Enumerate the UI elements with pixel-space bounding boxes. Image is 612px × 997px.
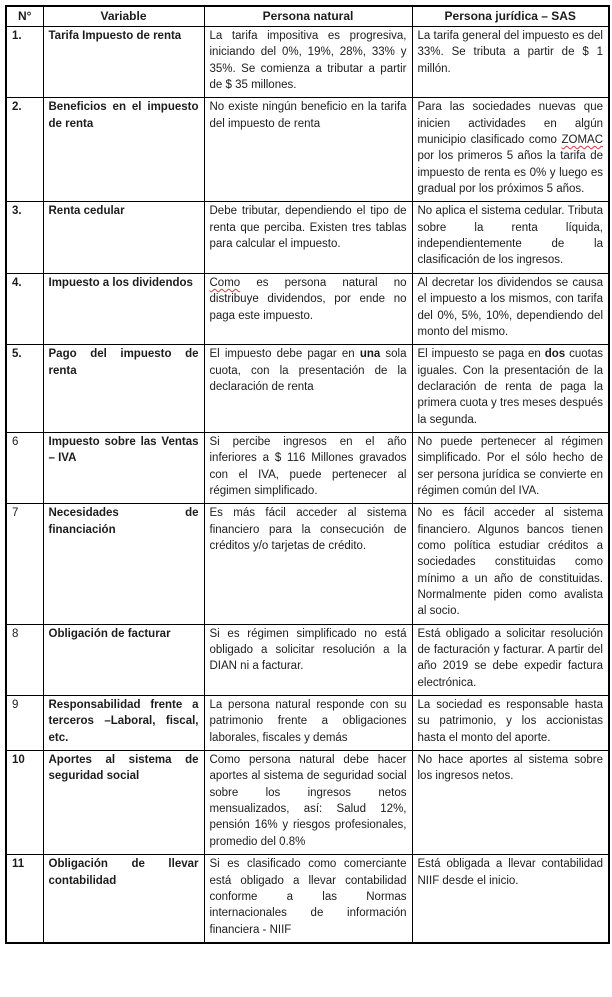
spellcheck-flagged-word: Como <box>209 276 241 289</box>
bold-word: dos <box>544 348 566 361</box>
spellcheck-flagged-word: ZOMAC <box>561 134 603 147</box>
row-number-cell: 4. <box>6 273 43 344</box>
tax-comparison-table <box>5 5 610 944</box>
variable-cell: Necesidades de financiación <box>43 504 204 624</box>
persona-natural-cell: Debe tributar, dependiendo el tipo de renta que perciba. Existen tres tablas para calcular el impuesto. <box>204 202 412 273</box>
table-row <box>6 345 609 433</box>
row-number-cell: 10 <box>6 751 43 855</box>
variable-cell: Obligación de llevar contabilidad <box>43 855 204 943</box>
variable-cell: Renta cedular <box>43 202 204 273</box>
variable-cell: Impuesto sobre las Ventas – IVA <box>43 432 204 503</box>
variable-cell: Beneficios en el impuesto de renta <box>43 98 204 202</box>
variable-cell: Obligación de facturar <box>43 624 204 695</box>
persona-natural-cell: Es más fácil acceder al sistema financiero para la consecución de créditos y/o tarjetas de crédito. <box>204 504 412 624</box>
table-row <box>6 504 609 624</box>
persona-juridica-cell: La sociedad es responsable hasta su patrimonio, y los accionistas hasta el monto del aporte. <box>412 696 609 751</box>
persona-juridica-cell: Para las sociedades nuevas que inicien actividades en algún municipio clasificado como ZOMAC por los primeros 5 años la tarifa de impuesto de renta es 0% y luego es gradual por los próximos 5 años. <box>412 98 609 202</box>
variable-cell: Aportes al sistema de seguridad social <box>43 751 204 855</box>
variable-cell: Tarifa Impuesto de renta <box>43 27 204 98</box>
row-number-cell: 1. <box>6 27 43 98</box>
table-row <box>6 27 609 98</box>
persona-natural-cell: El impuesto debe pagar en una sola cuota, con la presentación de la declaración de renta <box>204 345 412 433</box>
row-number-cell: 5. <box>6 345 43 433</box>
table-row <box>6 855 609 943</box>
table-header-row <box>6 6 609 27</box>
persona-juridica-cell: Está obligada a llevar contabilidad NIIF desde el inicio. <box>412 855 609 943</box>
persona-juridica-cell: La tarifa general del impuesto es del 33%. Se tributa a partir de $ 1 millón. <box>412 27 609 98</box>
persona-natural-cell: Si percibe ingresos en el año inferiores a $ 116 Millones gravados con el IVA, puede pertenecer al régimen simplificado. <box>204 432 412 503</box>
table-row <box>6 432 609 503</box>
header-variable: Variable <box>43 6 204 27</box>
variable-cell: Impuesto a los dividendos <box>43 273 204 344</box>
persona-natural-cell: Si es clasificado como comerciante está obligado a llevar contabilidad conforme a las Normas internacionales de información financiera - NIIF <box>204 855 412 943</box>
row-number-cell: 2. <box>6 98 43 202</box>
table-row <box>6 98 609 202</box>
row-number-cell: 11 <box>6 855 43 943</box>
table-row <box>6 202 609 273</box>
table-body <box>6 27 609 943</box>
header-persona-juridica: Persona jurídica – SAS <box>412 6 609 27</box>
row-number-cell: 6 <box>6 432 43 503</box>
table-row <box>6 624 609 695</box>
row-number-cell: 8 <box>6 624 43 695</box>
persona-juridica-cell: No puede pertenecer al régimen simplificado. Por el sólo hecho de ser persona jurídica se convierte en régimen común del IVA. <box>412 432 609 503</box>
row-number-cell: 3. <box>6 202 43 273</box>
table-row <box>6 696 609 751</box>
persona-natural-cell: Si es régimen simplificado no está obligado a solicitar resolución a la DIAN ni a facturar. <box>204 624 412 695</box>
header-persona-natural: Persona natural <box>204 6 412 27</box>
persona-juridica-cell: No hace aportes al sistema sobre los ingresos netos. <box>412 751 609 855</box>
persona-natural-cell: Como es persona natural no distribuye dividendos, por ende no paga este impuesto. <box>204 273 412 344</box>
persona-juridica-cell: Está obligado a solicitar resolución de facturación y facturar. A partir del año 2019 se debe expedir factura electrónica. <box>412 624 609 695</box>
persona-juridica-cell: No es fácil acceder al sistema financiero. Algunos bancos tienen como política estudiar créditos a sociedades constituidas como mínimo a un año de constituidas. Normalmente piden como avalista al socio. <box>412 504 609 624</box>
persona-natural-cell: No existe ningún beneficio en la tarifa del impuesto de renta <box>204 98 412 202</box>
bold-word: una <box>359 348 381 361</box>
persona-natural-cell: La persona natural responde con su patrimonio frente a obligaciones laborales, fiscales y demás <box>204 696 412 751</box>
persona-juridica-cell: No aplica el sistema cedular. Tributa sobre la renta líquida, independientemente de la clasificación de los ingresos. <box>412 202 609 273</box>
persona-natural-cell: La tarifa impositiva es progresiva, iniciando del 0%, 19%, 28%, 33% y 35%. Se comienza a tributar a partir de $ 35 millones. <box>204 27 412 98</box>
header-number: N° <box>6 6 43 27</box>
row-number-cell: 9 <box>6 696 43 751</box>
persona-natural-cell: Como persona natural debe hacer aportes al sistema de seguridad social sobre los ingresos netos mensualizados, así: Salud 12%, pensión 16% y riesgos profesionales, promedio del 0.8% <box>204 751 412 855</box>
table-row <box>6 273 609 344</box>
variable-cell: Pago del impuesto de renta <box>43 345 204 433</box>
row-number-cell: 7 <box>6 504 43 624</box>
table-row <box>6 751 609 855</box>
variable-cell: Responsabilidad frente a terceros –Laboral, fiscal, etc. <box>43 696 204 751</box>
persona-juridica-cell: Al decretar los dividendos se causa el impuesto a los mismos, con tarifa del 0%, 5%, 10%, dependiendo del monto del mismo. <box>412 273 609 344</box>
persona-juridica-cell: El impuesto se paga en dos cuotas iguales. Con la presentación de la declaración de renta de paga la primera cuota y tres meses después la segunda. <box>412 345 609 433</box>
